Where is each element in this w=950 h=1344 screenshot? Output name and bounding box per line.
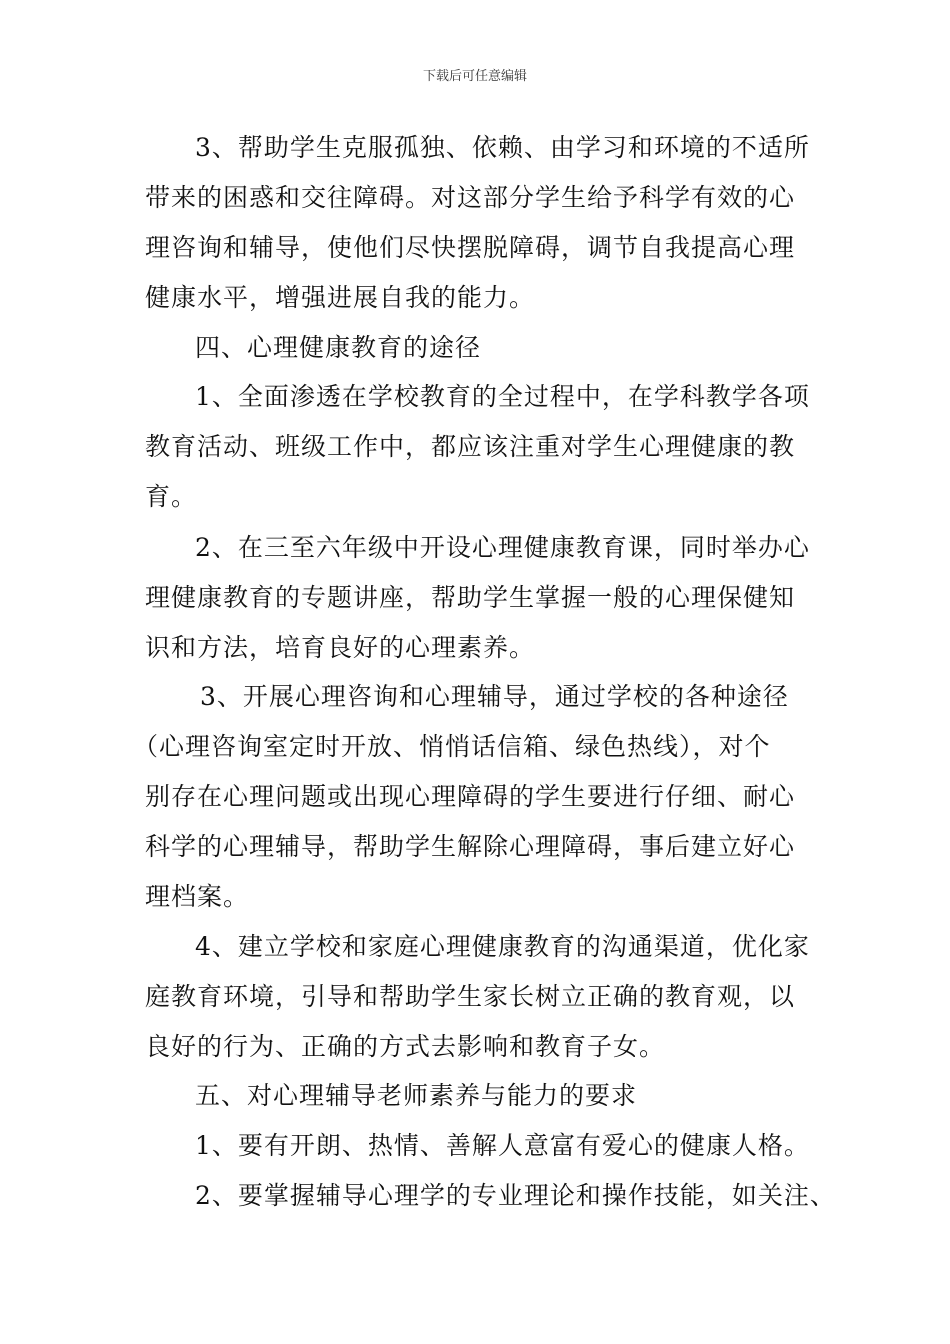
item-4-line-1: 4、建立学校和家庭心理健康教育的沟通渠道，优化家 xyxy=(195,932,810,961)
item-3-line-3: 别存在心理问题或出现心理障碍的学生要进行仔细、耐心 xyxy=(145,782,796,811)
item-1-line-2: 教育活动、班级工作中，都应该注重对学生心理健康的教 xyxy=(145,432,796,461)
item-3-line-1: 3、开展心理咨询和心理辅导，通过学校的各种途径 xyxy=(200,682,789,711)
paragraph-3-line-1: 3、帮助学生克服孤独、依赖、由学习和环境的不适所 xyxy=(195,133,810,162)
item-2-line-2: 理健康教育的专题讲座，帮助学生掌握一般的心理保健知 xyxy=(145,583,796,612)
paragraph-3-line-2: 带来的困惑和交往障碍。对这部分学生给予科学有效的心 xyxy=(145,183,796,212)
item-3-line-4: 科学的心理辅导，帮助学生解除心理障碍，事后建立好心 xyxy=(145,832,796,861)
item-3-line-5: 理档案。 xyxy=(145,882,250,911)
paragraph-3-line-3: 理咨询和辅导，使他们尽快摆脱障碍，调节自我提高心理 xyxy=(145,233,796,262)
item-4-line-2: 庭教育环境，引导和帮助学生家长树立正确的教育观，以 xyxy=(145,982,796,1011)
item-2-line-3: 识和方法，培育良好的心理素养。 xyxy=(145,633,536,662)
paragraph-3-line-4: 健康水平，增强进展自我的能力。 xyxy=(145,283,536,312)
section-4-heading: 四、心理健康教育的途径 xyxy=(195,333,482,362)
item-1-line-3: 育。 xyxy=(145,482,198,511)
item-4-line-3: 良好的行为、正确的方式去影响和教育子女。 xyxy=(145,1032,666,1061)
requirement-1: 1、要有开朗、热情、善解人意富有爱心的健康人格。 xyxy=(195,1131,810,1160)
item-3-line-2: （心理咨询室定时开放、悄悄话信箱、绿色热线），对个 xyxy=(133,732,771,761)
requirement-2-line-1: 2、要掌握辅导心理学的专业理论和操作技能，如关注、 xyxy=(195,1181,836,1210)
item-1-line-1: 1、全面渗透在学校教育的全过程中，在学科教学各项 xyxy=(195,382,810,411)
page-header-note: 下载后可任意编辑 xyxy=(422,69,527,84)
section-5-heading: 五、对心理辅导老师素养与能力的要求 xyxy=(195,1081,638,1110)
item-2-line-1: 2、在三至六年级中开设心理健康教育课，同时举办心 xyxy=(195,533,810,562)
